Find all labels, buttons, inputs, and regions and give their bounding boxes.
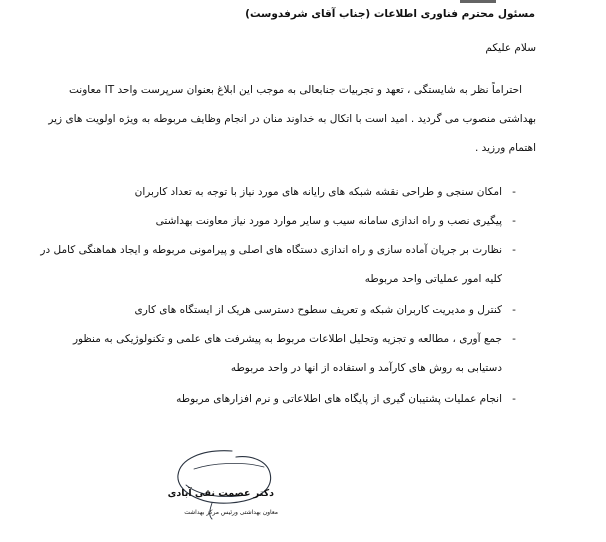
duty-text: انجام عملیات پشتیبان گیری از پایگاه های اطلاعاتی و نرم افزارهای مربوطه — [176, 393, 502, 405]
dash-bullet: - — [512, 304, 516, 316]
duty-text-continued: کلیه امور عملیاتی واحد مربوطه — [364, 273, 502, 285]
duty-text: پیگیری نصب و راه اندازی سامانه سیب و سایر موارد مورد نیاز معاونت بهداشتی — [155, 215, 502, 227]
duty-item — [80, 207, 520, 236]
duty-item — [80, 296, 520, 325]
greeting: سلام علیکم — [485, 42, 536, 54]
signer-title: معاون بهداشتی ورئیس مرکز بهداشت — [184, 509, 278, 516]
duty-text: جمع آوری ، مطالعه و تجزیه وتحلیل اطلاعات مربوط به پیشرفت های علمی و تکنولوژیکی به منظور — [72, 333, 502, 345]
recipient-line: مسئول محترم فناوری اطلاعات (جناب آقای شرفدوست) — [245, 8, 535, 20]
body-line: احتراماً نظر به شایستگی ، تعهد و تجربیات جنابعالی به موجب این ابلاغ بعنوان سرپرست واحد IT معاونت — [69, 84, 522, 96]
duty-text: کنترل و مدیریت کاربران شبکه و تعریف سطوح دسترسی هریک از ایستگاه های کاری — [134, 304, 502, 316]
duties-list — [40, 178, 520, 414]
duty-text: نظارت بر جریان آماده سازی و راه اندازی دستگاه های اصلی و پیرامونی مربوطه و ایجاد هماهنگی کامل در — [40, 244, 502, 256]
duty-text: امکان سنجی و طراحی نقشه شبکه های رایانه های مورد نیاز با توجه به تعداد کاربران — [134, 186, 502, 198]
cropped-header-fragment — [460, 0, 496, 3]
dash-bullet: - — [512, 244, 516, 256]
dash-bullet: - — [512, 333, 516, 345]
body-line: اهتمام ورزید . — [474, 142, 536, 154]
duty-item — [72, 325, 520, 383]
duty-item — [80, 385, 520, 414]
duty-text-continued: دستیابی به روش های کارآمد و استفاده از انها در واحد مربوطه — [230, 362, 502, 374]
letter-body — [48, 76, 536, 163]
dash-bullet: - — [512, 393, 516, 405]
dash-bullet: - — [512, 186, 516, 198]
duty-item — [40, 236, 520, 294]
dash-bullet: - — [512, 215, 516, 227]
duty-item — [80, 178, 520, 207]
body-line: بهداشتی منصوب می گردید . امید است با اتکال به خداوند منان در انجام وظایف مربوطه به ویژه اولویت های زیر — [48, 113, 536, 125]
signer-name: دکتر عصمت نقی آبادی — [167, 488, 274, 499]
